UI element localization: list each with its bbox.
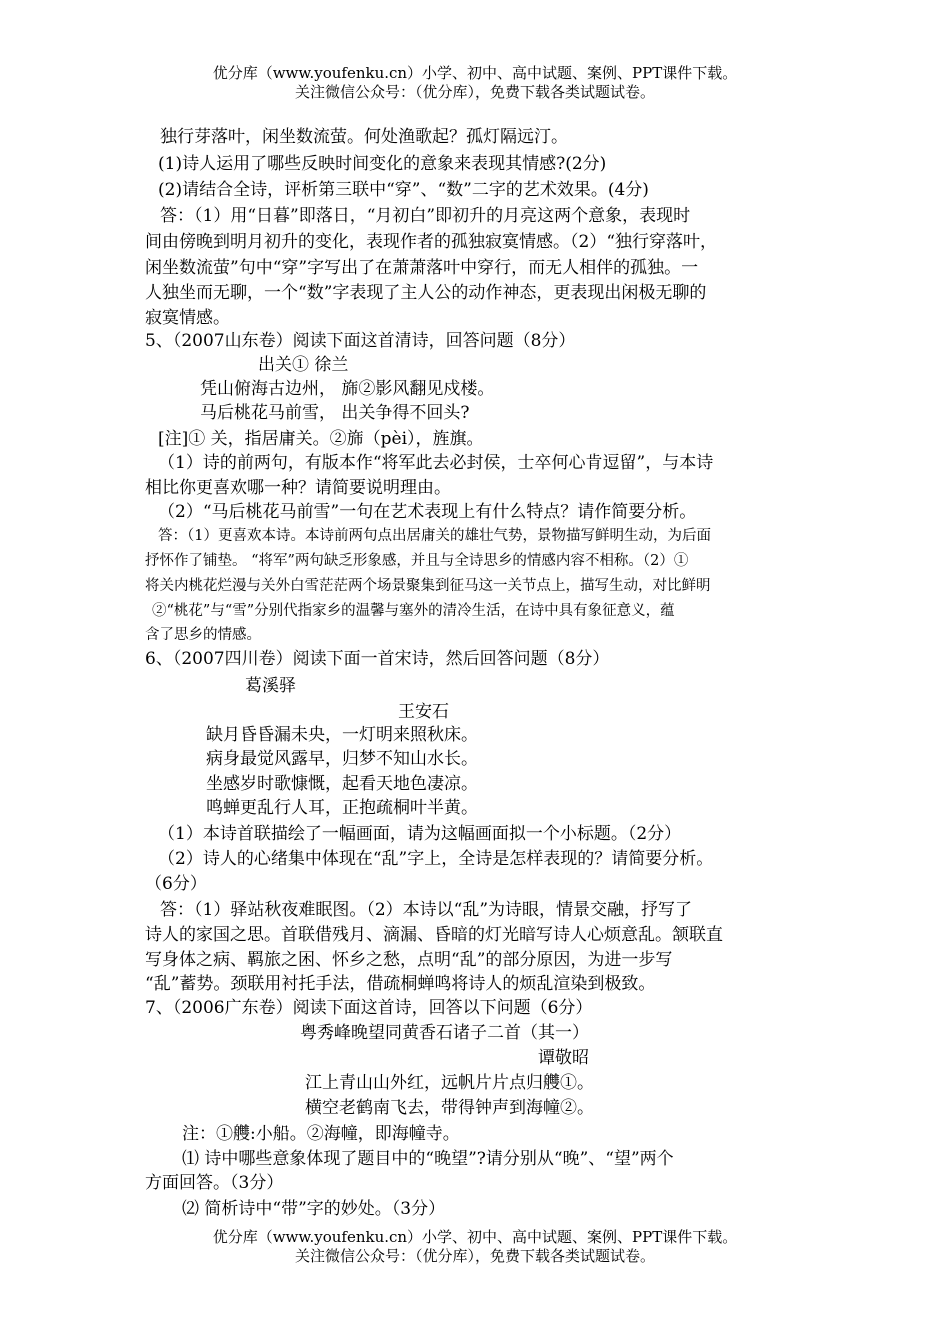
answer-line: “乱”蓄势。颈联用衬托手法，借疏桐蝉鸣将诗人的烦乱渲染到极致。	[145, 974, 656, 994]
section-heading-7: 7、（2006广东卷）阅读下面这首诗，回答以下问题（6分）	[145, 998, 593, 1018]
answer-line: 含了思乡的情感。	[145, 627, 261, 643]
answer-line: 答：（1）用“日暮”即落日，“月初白”即初升的月亮这两个意象，表现时	[160, 206, 691, 226]
question-line: (1)诗人运用了哪些反映时间变化的意象来表现其情感?(2分)	[158, 154, 607, 174]
answer-line: 间由傍晚到明月初升的变化，表现作者的孤独寂寞情感。（2）“独行穿落叶，	[145, 232, 718, 252]
poem-author: 谭敬昭	[538, 1048, 589, 1068]
question-line: （2）诗人的心绪集中体现在“乱”字上，全诗是怎样表现的？请简要分析。	[158, 849, 714, 869]
answer-line: 闲坐数流萤”句中“穿”字写出了在萧萧落叶中穿行，而无人相伴的孤独。一	[145, 258, 699, 278]
poem-line: 江上青山山外红，远帆片片点归艭①。	[305, 1073, 594, 1093]
answer-line: 抒怀作了铺垫。 “将军”两句缺乏形象感，并且与全诗思乡的情感内容不相称。（2）①	[145, 553, 689, 569]
section-heading-6: 6、（2007四川卷）阅读下面一首宋诗，然后回答问题（8分）	[145, 649, 610, 669]
header-line-2: 关注微信公众号：（优分库），免费下载各类试题试卷。	[294, 83, 655, 101]
poem-line: 独行芽落叶，闲坐数流萤。何处渔歌起？孤灯隔远汀。	[160, 127, 568, 147]
poem-line: 缺月昏昏漏未央，一灯明来照秋床。	[206, 725, 478, 745]
question-line: ⑴ 诗中哪些意象体现了题目中的“晚望”?请分别从“晚”、“望”两个	[182, 1149, 674, 1169]
question-line: 方面回答。（3分）	[145, 1173, 284, 1193]
header-line-1: 优分库（www.youfenku.cn）小学、初中、高中试题、案例、PPT课件下载。	[212, 64, 738, 82]
poem-line: 鸣蝉更乱行人耳，正抱疏桐叶半黄。	[206, 798, 478, 818]
poem-title: 出关① 徐兰	[258, 355, 349, 375]
poem-line: 马后桃花马前雪， 出关争得不回头?	[200, 403, 470, 423]
poem-line: 横空老鹤南飞去，带得钟声到海幢②。	[305, 1098, 594, 1118]
section-heading-5: 5、（2007山东卷）阅读下面这首清诗，回答问题（8分）	[145, 331, 576, 351]
answer-line: 写身体之病、羁旅之困、怀乡之愁，点明“乱”的部分原因，为进一步写	[145, 950, 673, 970]
poem-line: 凭山俯海古边州， 旆②影风翻见戍楼。	[200, 379, 495, 399]
answer-line: 答：（1）更喜欢本诗。本诗前两句点出居庸关的雄壮气势，景物描写鲜明生动，为后面	[158, 528, 711, 544]
answer-line: 人独坐而无聊，一个“数”字表现了主人公的动作神态，更表现出闲极无聊的	[145, 283, 707, 303]
answer-line: 诗人的家国之思。首联借残月、滴漏、昏暗的灯光暗写诗人心烦意乱。颔联直	[145, 925, 723, 945]
answer-line: 将关内桃花烂漫与关外白雪茫茫两个场景聚集到征马这一关节点上，描写生动，对比鲜明	[145, 578, 711, 594]
page-header	[0, 64, 950, 102]
note-line: [注]① 关，指居庸关。②旆（pèi），旌旗。	[158, 429, 484, 449]
poem-title: 葛溪驿	[245, 676, 296, 696]
question-line: ⑵ 简析诗中“带”字的妙处。（3分）	[182, 1199, 446, 1219]
question-line: (2)请结合全诗，评析第三联中“穿”、“数”二字的艺术效果。(4分)	[158, 180, 649, 200]
question-line: 相比你更喜欢哪一种？请简要说明理由。	[145, 478, 451, 498]
answer-line: 寂寞情感。	[145, 308, 230, 328]
answer-line: ②“桃花”与“雪”分别代指家乡的温馨与塞外的清冷生活，在诗中具有象征意义，蕴	[152, 603, 675, 619]
answer-line: 答：（1）驿站秋夜难眠图。（2）本诗以“乱”为诗眼，情景交融，抒写了	[160, 900, 693, 920]
question-line: （6分）	[145, 874, 207, 894]
question-line: （2）“马后桃花马前雪”一句在艺术表现上有什么特点？请作简要分析。	[158, 502, 697, 522]
note-line: 注：①艭:小船。②海幢，即海幢寺。	[182, 1124, 460, 1144]
poem-line: 坐感岁时歌慷慨，起看天地色凄凉。	[206, 774, 478, 794]
poem-author: 王安石	[398, 702, 449, 722]
question-line: （1）本诗首联描绘了一幅画面，请为这幅画面拟一个小标题。（2分）	[158, 824, 682, 844]
footer-line-1: 优分库（www.youfenku.cn）小学、初中、高中试题、案例、PPT课件下载。	[212, 1228, 738, 1246]
page-footer	[0, 1228, 950, 1266]
poem-title: 粤秀峰晚望同黄香石诸子二首（其一）	[300, 1023, 589, 1043]
footer-line-2: 关注微信公众号：（优分库），免费下载各类试题试卷。	[294, 1247, 655, 1265]
poem-line: 病身最觉风露早，归梦不知山水长。	[206, 749, 478, 769]
question-line: （1）诗的前两句，有版本作“将军此去必封侯，士卒何心肯逗留”，与本诗	[158, 453, 714, 473]
